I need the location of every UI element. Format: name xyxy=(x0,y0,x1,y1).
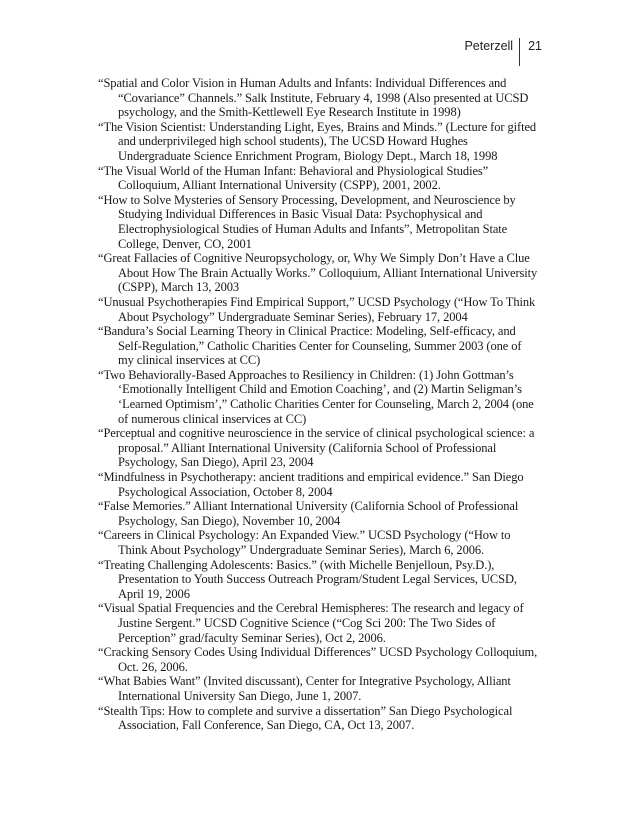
list-item: “Cracking Sensory Codes Using Individual Differences” UCSD Psychology Colloquium, Oct. 26, 2006. xyxy=(98,645,538,674)
list-item: “Careers in Clinical Psychology: An Expanded View.” UCSD Psychology (“How to Think About Psychology” Undergraduate Seminar Series), March 6, 2006. xyxy=(98,528,511,557)
list-item: “Unusual Psychotherapies Find Empirical Support,” UCSD Psychology (“How To Think About Psychology” Undergraduate Seminar Series), February 17, 2004 xyxy=(98,294,536,324)
list-item: “Great Fallacies of Cognitive Neuropsychology, or, Why We Simply Don’t Have a Clue About How The Brain Actually Works.” Colloquium, Alliant International University (CSPP), March 13, 2003 xyxy=(98,251,538,295)
list-item: “The Visual World of the Human Infant: Behavioral and Physiological Studies” Colloquium, Alliant International University (CSPP), 2001, 2002. xyxy=(98,163,489,193)
page-number: 21 xyxy=(528,39,542,53)
list-item: “False Memories.” Alliant International University (California School of Professional Psychology, San Diego), November 10, 2004 xyxy=(98,499,519,528)
list-item: “Stealth Tips: How to complete and survive a dissertation” San Diego Psychological Association, Fall Conference, San Diego, CA, Oct 13, 2007. xyxy=(98,703,513,733)
header-author: Peterzell xyxy=(464,39,514,53)
list-item: “How to Solve Mysteries of Sensory Processing, Development, and Neuroscience by Studying Individual Differences in Basic Visual Data: Psychophysical and Electrophysiological Studies of Human Adults and Infants”, Metropolitan State College, Denver, CO, 2001 xyxy=(98,192,516,251)
list-item: “Bandura’s Social Learning Theory in Clinical Practice: Modeling, Self-efficacy, and Self-Regulation,” Catholic Charities Center for Counseling, Summer 2003 (one of my clinical inservices at CC) xyxy=(98,324,522,368)
list-item: “Visual Spatial Frequencies and the Cerebral Hemispheres: The research and legacy of Justine Sergent.” UCSD Cognitive Science (“Cog Sci 200: The Two Sides of Perception” grad/faculty Seminar Series), Oct 2, 2006. xyxy=(98,601,524,645)
list-item: “Treating Challenging Adolescents: Basics.” (with Michelle Benjelloun, Psy.D.), Presentation to Youth Success Outreach Program/Student Legal Services, UCSD, April 19, 2006 xyxy=(98,557,517,601)
list-item: “The Vision Scientist: Understanding Light, Eyes, Brains and Minds.” (Lecture for gifted and underprivileged high school students), The UCSD Howard Hughes Undergraduate Science Enrichment Program, Biology Dept., March 18, 1998 xyxy=(98,119,537,163)
list-item: “Two Behaviorally-Based Approaches to Resiliency in Children: (1) John Gottman’s ‘Emotionally Intelligent Child and Emotion Coaching’, and (2) Martin Seligman’s ‘Learned Optimism’,” Catholic Charities Center for Counseling, March 2, 2004 (one of numerous clinical inservices at CC) xyxy=(98,367,534,426)
list-item: “Perceptual and cognitive neuroscience in the service of clinical psychological science: a proposal.” Alliant International University (California School of Professional Psychology, San Diego), April 23, 2004 xyxy=(98,426,535,470)
page-header xyxy=(464,38,542,66)
list-item: “What Babies Want” (Invited discussant), Center for Integrative Psychology, Alliant International University San Diego, June 1, 2007. xyxy=(98,674,511,703)
list-item: “Spatial and Color Vision in Human Adults and Infants: Individual Differences and “Covariance” Channels.” Salk Institute, February 4, 1998 (Also presented at UCSD psychology, and the Smith-Kettlewell Eye Research Institute in 1998) xyxy=(98,76,529,120)
list-item: “Mindfulness in Psychotherapy: ancient traditions and empirical evidence.” San Diego Psychological Association, October 8, 2004 xyxy=(98,470,524,499)
presentation-list xyxy=(98,76,538,733)
